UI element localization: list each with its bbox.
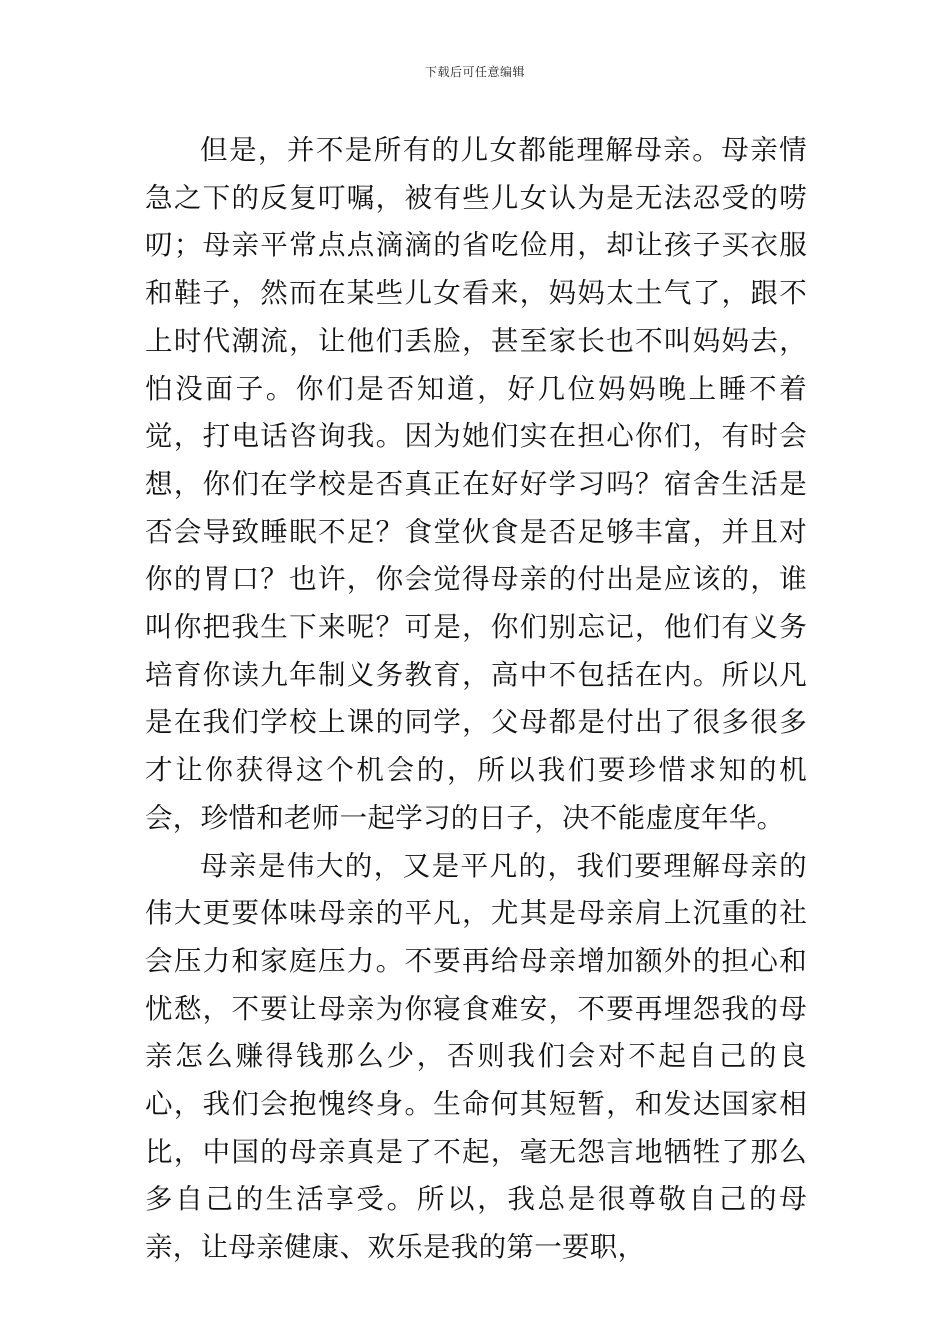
page-header: 下载后可任意编辑 bbox=[424, 65, 525, 79]
paragraph-1: 但是，并不是所有的儿女都能理解母亲。母亲情急之下的反复叮嘱，被有些儿女认为是无法忍受的唠叨；母亲平常点点滴滴的省吃俭用，却让孩子买衣服和鞋子，然而在某些儿女看来，妈妈太土气了，跟不上时代潮流，让他们丢脸，甚至家长也不叫妈妈去，怕没面子。你们是否知道，好几位妈妈晚上睡不着觉，打电话咨询我。因为她们实在担心你们，有时会想，你们在学校是否真正在好好学习吗？宿舍生活是否会导致睡眠不足？食堂伙食是否足够丰富，并且对你的胃口？也许，你会觉得母亲的付出是应该的，谁叫你把我生下来呢？可是，你们别忘记，他们有义务培育你读九年制义务教育，高中不包括在内。所以凡是在我们学校上课的同学，父母都是付出了很多很多才让你获得这个机会的，所以我们要珍惜求知的机会，珍惜和老师一起学习的日子，决不能虚度年华。 bbox=[145, 134, 807, 834]
document-body bbox=[145, 127, 807, 1272]
paragraph-2: 母亲是伟大的，又是平凡的，我们要理解母亲的伟大更要体味母亲的平凡，尤其是母亲肩上沉重的社会压力和家庭压力。不要再给母亲增加额外的担心和忧愁，不要让母亲为你寝食难安，不要再埋怨我的母亲怎么赚得钱那么少，否则我们会对不起自己的良心，我们会抱愧终身。生命何其短暂，和发达国家相比，中国的母亲真是了不起，毫无怨言地牺牲了那么多自己的生活享受。所以，我总是很尊敬自己的母亲，让母亲健康、欢乐是我的第一要职， bbox=[145, 849, 807, 1264]
